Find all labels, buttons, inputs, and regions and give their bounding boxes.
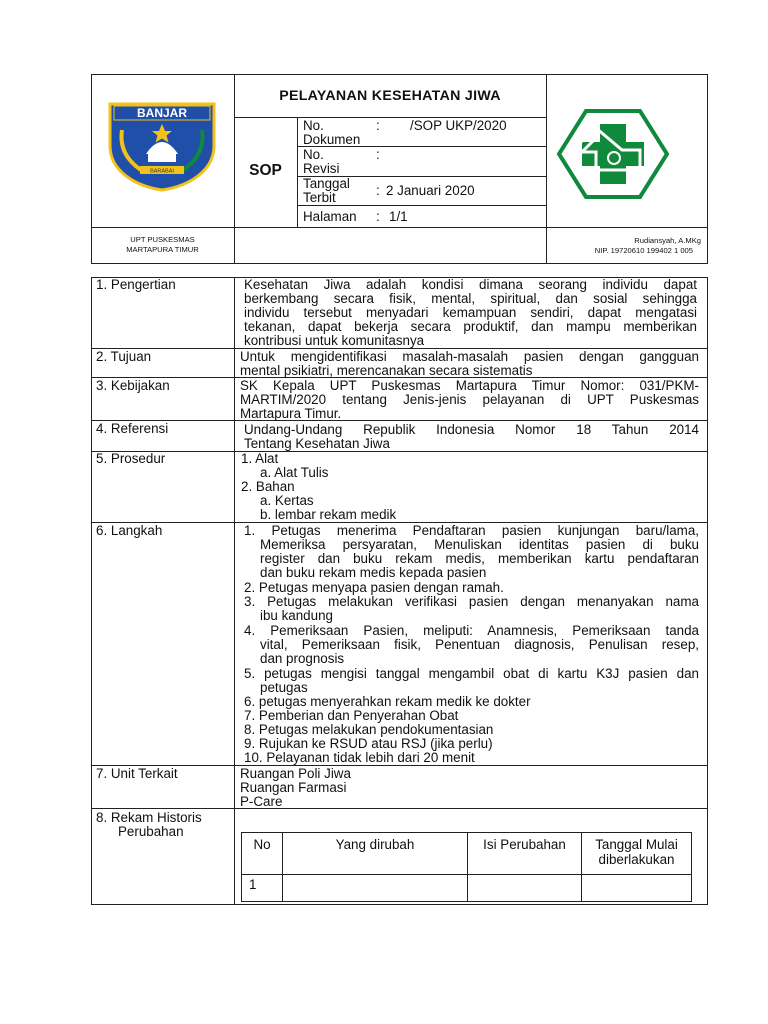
table-cell-tanggal xyxy=(582,875,692,902)
banjar-regency-logo xyxy=(104,100,220,192)
pengertian-line: individu tersebut menyadari kemampuan sendiri, dapat mengatasi xyxy=(244,305,697,320)
kebijakan-line: Martapura Timur. xyxy=(240,406,342,421)
table-header-no: No xyxy=(242,833,283,875)
table-row xyxy=(242,875,692,902)
langkah-line: Memeriksa persyaratan, Menuliskan identitas pasien di buku xyxy=(260,537,699,552)
tujuan-line: Untuk mengidentifikasi masalah-masalah pasien dengan gangguan xyxy=(240,349,699,364)
field-revision-colon: : xyxy=(376,147,380,162)
prosedur-line: b. lembar rekam medik xyxy=(260,507,397,522)
table-cell-isi-perubahan xyxy=(468,875,582,902)
prosedur-line: 1. Alat xyxy=(241,451,279,466)
signer-nip: NIP. 19720610 199402 1 005 xyxy=(594,246,693,255)
org-name-line1: UPT PUSKESMAS xyxy=(130,235,195,244)
field-issue-date-label-2: Terbit xyxy=(303,190,336,205)
unit-terkait-line: Ruangan Farmasi xyxy=(240,780,347,795)
field-doc-number-label: No. xyxy=(303,118,324,133)
langkah-line: 6. petugas menyerahkan rekam medik ke dokter xyxy=(244,694,531,709)
langkah-line: 7. Pemberian dan Penyerahan Obat xyxy=(244,708,459,723)
prosedur-line: a. Kertas xyxy=(260,493,314,508)
prosedur-line: 2. Bahan xyxy=(241,479,295,494)
row-label-tujuan: 2. Tujuan xyxy=(96,349,152,364)
banner-text: BANJAR xyxy=(136,106,188,120)
field-page-label: Halaman xyxy=(303,209,357,224)
row-label-rekam-historis-2: Perubahan xyxy=(118,824,184,839)
row-label-pengertian: 1. Pengertian xyxy=(96,277,176,292)
langkah-line: 1. Petugas menerima Pendaftaran pasien kunjungan baru/lama, xyxy=(244,523,699,538)
langkah-line: register dan buku rekam medis, memberikan kartu pendaftaran xyxy=(260,551,699,566)
document-title: PELAYANAN KESEHATAN JIWA xyxy=(279,88,501,104)
table-header-tanggal-mulai: Tanggal Mulai diberlakukan xyxy=(582,833,692,875)
table-cell-yang-dirubah xyxy=(283,875,468,902)
field-doc-number-colon: : xyxy=(376,118,380,133)
langkah-line: dan prognosis xyxy=(260,651,345,666)
pengertian-line: kontribusi untuk komunitasnya xyxy=(244,333,425,348)
field-revision-label-2: Revisi xyxy=(303,161,340,176)
langkah-line: 10. Pelayanan tidak lebih dari 20 menit xyxy=(244,750,475,765)
referensi-line: Tentang Kesehatan Jiwa xyxy=(244,436,390,451)
signer-name: Rudiansyah, A.MKg xyxy=(634,236,701,245)
row-label-rekam-historis: 8. Rekam Historis xyxy=(96,810,202,825)
langkah-line: 8. Petugas melakukan pendokumentasian xyxy=(244,722,494,737)
revision-history-table xyxy=(241,832,692,902)
row-label-langkah: 6. Langkah xyxy=(96,523,163,538)
langkah-line: 2. Petugas menyapa pasien dengan ramah. xyxy=(244,580,504,595)
langkah-line: 3. Petugas melakukan verifikasi pasien dengan menanyakan nama xyxy=(244,594,699,609)
langkah-line: dan buku rekam medis kepada pasien xyxy=(260,565,487,580)
field-issue-date-value: 2 Januari 2020 xyxy=(386,183,475,198)
field-doc-number-value: /SOP UKP/2020 xyxy=(410,118,507,133)
field-revision-label: No. xyxy=(303,147,324,162)
langkah-line: petugas xyxy=(260,680,308,695)
field-issue-date-label: Tanggal xyxy=(303,176,350,191)
sop-label: SOP xyxy=(249,162,282,179)
langkah-line: vital, Pemeriksaan fisik, Penentuan diagnosis, Penulisan resep, xyxy=(260,637,699,652)
table-cell-no: 1 xyxy=(242,875,283,902)
referensi-line: Undang-Undang Republik Indonesia Nomor 18 Tahun 2014 xyxy=(244,422,699,437)
puskesmas-logo xyxy=(556,108,670,200)
table-header-isi-perubahan: Isi Perubahan xyxy=(468,833,582,875)
pengertian-line: tekanan, dapat bekerja secara produktif, dan mampu memberikan xyxy=(244,319,697,334)
kebijakan-line: MARTIM/2020 tentang Jenis-jenis pelayanan di UPT Puskesmas xyxy=(240,392,699,407)
langkah-line: 4. Pemeriksaan Pasien, meliputi: Anamnesis, Pemeriksaan tanda xyxy=(244,623,699,638)
row-label-referensi: 4. Referensi xyxy=(96,421,169,436)
prosedur-line: a. Alat Tulis xyxy=(260,465,329,480)
langkah-line: 9. Rujukan ke RSUD atau RSJ (jika perlu) xyxy=(244,736,493,751)
row-label-unit-terkait: 7. Unit Terkait xyxy=(96,766,178,781)
org-name-line2: MARTAPURA TIMUR xyxy=(126,245,199,254)
unit-terkait-line: P-Care xyxy=(240,794,283,809)
field-page-colon: : xyxy=(376,209,380,224)
kebijakan-line: SK Kepala UPT Puskesmas Martapura Timur Nomor: 031/PKM- xyxy=(240,378,699,393)
pengertian-line: Kesehatan Jiwa adalah kondisi dimana seorang individu dapat xyxy=(244,277,697,292)
row-label-prosedur: 5. Prosedur xyxy=(96,451,166,466)
ribbon-text: BARABAI xyxy=(150,168,174,175)
field-issue-date-colon: : xyxy=(376,183,380,198)
langkah-line: ibu kandung xyxy=(260,608,333,623)
langkah-line: 5. petugas mengisi tanggal mengambil obat di kartu K3J pasien dan xyxy=(244,666,699,681)
field-page-value: 1/1 xyxy=(389,209,408,224)
unit-terkait-line: Ruangan Poli Jiwa xyxy=(240,766,351,781)
field-doc-number-label-2: Dokumen xyxy=(303,132,361,147)
tujuan-line: mental psikiatri, merencanakan secara sistematis xyxy=(240,363,533,378)
pengertian-line: berkembang secara fisik, mental, spiritual, dan sosial sehingga xyxy=(244,291,697,306)
table-header-yang-dirubah: Yang dirubah xyxy=(283,833,468,875)
row-label-kebijakan: 3. Kebijakan xyxy=(96,378,170,393)
